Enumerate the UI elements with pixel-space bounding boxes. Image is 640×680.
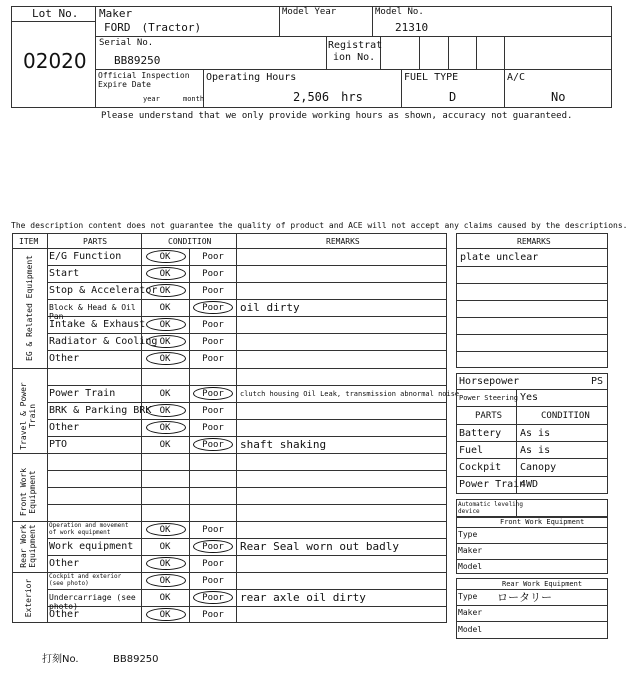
- part-name: Intake & Exhaust: [49, 319, 146, 330]
- condition-ok: OK: [159, 337, 171, 347]
- month-label: month: [183, 95, 205, 103]
- ok-circled-mark: [146, 404, 186, 417]
- ok-circled-mark: [146, 267, 186, 280]
- part-name: PTO: [49, 439, 68, 450]
- remark-text: shaft shaking: [240, 438, 327, 451]
- stamp-no-value: BB89250: [113, 654, 159, 665]
- condition-poor: Poor: [202, 423, 224, 433]
- hours-accuracy-note: Please understand that we only provide working hours as shown, accuracy not guaranteed.: [101, 111, 573, 121]
- part-name: Operation and movement of work equipment: [49, 522, 129, 536]
- condition-poor: Poor: [202, 389, 224, 399]
- specs-condition-header: CONDITION: [541, 411, 590, 421]
- condition-poor: Poor: [202, 610, 224, 620]
- specs-parts-header: PARTS: [475, 411, 503, 421]
- condition-poor: Poor: [202, 337, 224, 347]
- ok-circled-mark: [146, 557, 186, 570]
- poor-circled-mark: [193, 387, 233, 400]
- rear-maker-label: Maker: [458, 608, 483, 617]
- serial-no-label: Serial No.: [99, 38, 154, 48]
- ok-circled-mark: [146, 574, 186, 587]
- operating-hours-label: Operating Hours: [206, 72, 297, 83]
- battery-value: As is: [520, 428, 551, 439]
- section-label-eg-related: EG & Related Equipment: [25, 255, 34, 361]
- auto-leveling-label-line-1: Automatic leveling: [458, 501, 524, 508]
- front-model-label: Model: [458, 562, 483, 571]
- right-remarks-header: REMARKS: [517, 237, 551, 246]
- condition-ok: OK: [159, 389, 171, 399]
- condition-poor: Poor: [202, 354, 224, 364]
- poor-circled-mark: [193, 540, 233, 553]
- poor-circled-mark: [193, 591, 233, 604]
- part-name: E/G Function: [49, 251, 122, 262]
- ok-circled-mark: [146, 250, 186, 263]
- registration-label-line-2: ion No.: [333, 52, 376, 63]
- fuel-value: As is: [520, 445, 551, 456]
- condition-ok: OK: [159, 423, 171, 433]
- fuel-label: Fuel: [459, 445, 484, 456]
- fuel-type-label: FUEL TYPE: [404, 72, 459, 83]
- ok-circled-mark: [146, 284, 186, 297]
- col-header-item: ITEM: [19, 237, 39, 246]
- model-no-label: Model No.: [375, 7, 424, 17]
- disclaimer-text: The description content does not guarantee the quality of product and ACE will not accept any claims caused by the descriptions.: [11, 221, 628, 230]
- registration-label-line-1: Registrat: [328, 40, 383, 51]
- part-name: Start: [49, 268, 80, 279]
- part-name: Power Train: [49, 388, 116, 399]
- condition-ok: OK: [159, 269, 171, 279]
- horsepower-label: Horsepower: [459, 376, 520, 387]
- power-train-label: Power Train: [459, 479, 526, 490]
- section-label-travel-power-train: Travel & Power Train: [19, 382, 37, 450]
- part-name: Radiator & Cooling: [49, 336, 158, 347]
- ac-label: A/C: [507, 72, 526, 83]
- condition-poor: Poor: [202, 269, 224, 279]
- condition-ok: OK: [159, 286, 171, 296]
- condition-poor: Poor: [202, 559, 224, 569]
- condition-ok: OK: [159, 406, 171, 416]
- battery-label: Battery: [459, 428, 502, 439]
- fuel-type-value: D: [449, 90, 457, 104]
- front-work-title: Front Work Equipment: [500, 518, 585, 526]
- ok-circled-mark: [146, 608, 186, 621]
- condition-poor: Poor: [202, 542, 224, 552]
- rear-model-label: Model: [458, 625, 483, 634]
- ok-circled-mark: [146, 523, 186, 536]
- model-year-label: Model Year: [282, 7, 337, 17]
- poor-circled-mark: [193, 301, 233, 314]
- col-header-remarks: REMARKS: [326, 237, 360, 246]
- ok-circled-mark: [146, 352, 186, 365]
- condition-poor: Poor: [202, 303, 224, 313]
- part-name: Other: [49, 422, 80, 433]
- condition-ok: OK: [159, 252, 171, 262]
- remark-text: clutch housing Oil Leak, transmission abnormal noise: [240, 390, 460, 398]
- poor-circled-mark: [193, 438, 233, 451]
- part-name: Cockpit and exterior (see photo): [49, 573, 122, 587]
- section-label-rear-work: Rear Work Equipment: [19, 524, 37, 568]
- horsepower-unit: PS: [591, 376, 604, 387]
- part-name: Block & Head & Oil Pan: [49, 303, 136, 322]
- part-name: Undercarriage (see photo): [49, 593, 136, 612]
- power-steering-label: Power Steering: [459, 394, 519, 402]
- power-steering-value: Yes: [520, 392, 539, 403]
- part-name: Other: [49, 353, 80, 364]
- front-type-label: Type: [458, 530, 478, 539]
- condition-poor: Poor: [202, 525, 224, 535]
- serial-no-value: BB89250: [114, 54, 161, 67]
- model-no-value: 21310: [395, 21, 429, 34]
- rear-type-label: Type: [458, 592, 478, 601]
- ok-circled-mark: [146, 335, 186, 348]
- section-label-front-work: Front Work Equipment: [19, 467, 37, 517]
- stamp-no-label: 打刻No.: [42, 654, 79, 665]
- inspection-label-line-1: Official Inspection: [98, 71, 190, 80]
- maker-value: FORD (Tractor): [104, 21, 202, 34]
- condition-ok: OK: [159, 559, 171, 569]
- condition-poor: Poor: [202, 406, 224, 416]
- condition-ok: OK: [159, 525, 171, 535]
- part-name: Other: [49, 609, 80, 620]
- power-train-value: 4WD: [520, 479, 539, 490]
- condition-ok: OK: [159, 303, 171, 313]
- condition-poor: Poor: [202, 593, 224, 603]
- ac-value: No: [551, 90, 566, 104]
- condition-ok: OK: [159, 542, 171, 552]
- condition-ok: OK: [159, 593, 171, 603]
- lot-no-value: 02020: [23, 49, 87, 73]
- condition-poor: Poor: [202, 576, 224, 586]
- cockpit-value: Canopy: [520, 462, 557, 473]
- year-label: year: [143, 95, 160, 103]
- col-header-parts: PARTS: [83, 237, 108, 246]
- right-remark-plate-unclear: plate unclear: [460, 252, 539, 263]
- part-name: Stop & Accelerator: [49, 285, 158, 296]
- rear-type-value: ロータリー: [497, 591, 552, 604]
- condition-poor: Poor: [202, 320, 224, 330]
- section-label-exterior: Exterior: [24, 578, 33, 618]
- cockpit-label: Cockpit: [459, 462, 502, 473]
- part-name: Other: [49, 558, 80, 569]
- condition-poor: Poor: [202, 440, 224, 450]
- condition-ok: OK: [159, 610, 171, 620]
- condition-ok: OK: [159, 354, 171, 364]
- part-name: BRK & Parking BRK: [49, 405, 152, 416]
- condition-ok: OK: [159, 320, 171, 330]
- auto-leveling-label-line-2: device: [458, 508, 480, 515]
- remark-text: rear axle oil dirty: [240, 591, 366, 604]
- condition-poor: Poor: [202, 252, 224, 262]
- rear-work-title: Rear Work Equipment: [502, 580, 583, 588]
- remark-text: oil dirty: [240, 301, 300, 314]
- condition-ok: OK: [159, 576, 171, 586]
- remark-text: Rear Seal worn out badly: [240, 540, 399, 553]
- ok-circled-mark: [146, 421, 186, 434]
- col-header-condition: CONDITION: [168, 237, 212, 246]
- condition-ok: OK: [159, 440, 171, 450]
- lot-no-label: Lot No.: [32, 7, 79, 20]
- part-name: Work equipment: [49, 541, 134, 552]
- operating-hours-value: 2,506 hrs: [293, 90, 363, 104]
- maker-label: Maker: [99, 7, 133, 20]
- front-maker-label: Maker: [458, 546, 483, 555]
- ok-circled-mark: [146, 318, 186, 331]
- condition-poor: Poor: [202, 286, 224, 296]
- inspection-label-line-2: Expire Date: [98, 80, 151, 89]
